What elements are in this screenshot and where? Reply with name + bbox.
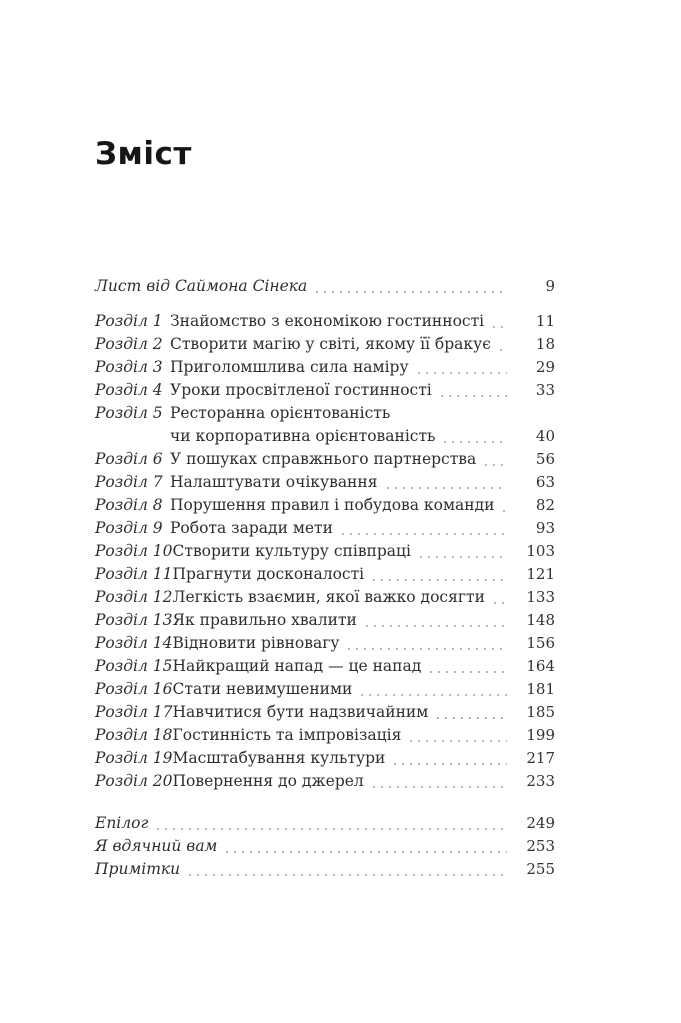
page-number: 103	[526, 542, 555, 560]
entry-label: Розділ 15	[95, 657, 173, 675]
page-number: 185	[526, 703, 555, 721]
page-number: 121	[526, 565, 555, 583]
dotted-leader	[444, 441, 507, 443]
entry-title: Ресторанна орієнтованість	[170, 404, 391, 422]
page-number: 33	[535, 381, 555, 399]
entry-title: Епілог	[95, 814, 149, 832]
dotted-leader	[361, 694, 507, 696]
entry-label: Розділ 10	[95, 542, 173, 560]
page-number: 164	[526, 657, 555, 675]
entry-label: Розділ 2	[95, 335, 163, 353]
toc-entry	[95, 379, 555, 402]
dotted-leader	[494, 602, 507, 604]
page-title: Зміст	[95, 136, 192, 172]
entry-label: Розділ 9	[95, 519, 163, 537]
dotted-leader	[373, 579, 507, 581]
page-number: 29	[535, 358, 555, 376]
entry-label: Розділ 16	[95, 680, 173, 698]
page-number: 63	[535, 473, 555, 491]
entry-title: Найкращий напад — це напад	[172, 657, 422, 675]
entry-title: Як правильно хвалити	[172, 611, 357, 629]
entry-title: Приголомшлива сила наміру	[170, 358, 409, 376]
toc-entry	[95, 494, 555, 517]
page-number: 133	[526, 588, 555, 606]
page-number: 11	[535, 312, 555, 330]
entry-title: Масштабування культури	[172, 749, 386, 767]
entry-label: Розділ 13	[95, 611, 173, 629]
dotted-leader	[430, 671, 507, 673]
entry-title: Створити магію у світі, якому її бракує	[170, 335, 491, 353]
toc-entry	[95, 448, 555, 471]
entry-title: Уроки просвітленої гостинності	[170, 381, 432, 399]
toc-entry	[95, 812, 555, 835]
page-number: 249	[526, 814, 555, 832]
entry-title: Робота заради мети	[170, 519, 333, 537]
page-number: 18	[535, 335, 555, 353]
entry-label: Розділ 8	[95, 496, 163, 514]
entry-title: чи корпоративна орієнтованість	[170, 427, 436, 445]
toc-entry	[95, 275, 555, 298]
page-number: 56	[535, 450, 555, 468]
toc-entry	[95, 310, 555, 333]
back-matter-block	[95, 812, 555, 881]
dotted-leader	[410, 740, 507, 742]
dotted-leader	[420, 556, 507, 558]
entry-label: Розділ 12	[95, 588, 173, 606]
dotted-leader	[342, 533, 507, 535]
entry-title: Стати невимушеними	[172, 680, 353, 698]
toc-entry	[95, 517, 555, 540]
dotted-leader	[189, 874, 507, 876]
toc-entry	[95, 858, 555, 881]
toc-entry	[95, 835, 555, 858]
toc-entry	[95, 678, 555, 701]
toc-entry	[95, 655, 555, 678]
entry-title: Примітки	[95, 860, 181, 878]
chapters-block	[95, 310, 555, 793]
dotted-leader	[348, 648, 507, 650]
dotted-leader	[437, 717, 507, 719]
entry-label: Розділ 4	[95, 381, 163, 399]
entry-label: Розділ 6	[95, 450, 163, 468]
page-number: 156	[526, 634, 555, 652]
dotted-leader	[394, 763, 507, 765]
entry-title: Я вдячний вам	[95, 837, 218, 855]
toc-entry	[95, 632, 555, 655]
dotted-leader	[366, 625, 507, 627]
entry-label: Розділ 7	[95, 473, 163, 491]
dotted-leader	[157, 828, 507, 830]
page-number: 199	[526, 726, 555, 744]
entry-label: Розділ 5	[95, 404, 163, 422]
toc-entry	[95, 563, 555, 586]
page-number: 9	[545, 277, 555, 295]
page-number: 217	[526, 749, 555, 767]
toc-entry	[95, 770, 555, 793]
toc-entry	[95, 333, 555, 356]
toc-entry	[95, 356, 555, 379]
dotted-leader	[503, 510, 507, 512]
entry-label: Розділ 18	[95, 726, 173, 744]
entry-title: Відновити рівновагу	[172, 634, 340, 652]
table-of-contents	[95, 275, 555, 881]
entry-title: У пошуках справжнього партнерства	[170, 450, 477, 468]
dotted-leader	[441, 395, 507, 397]
entry-title: Легкість взаємин, якої важко досягти	[172, 588, 485, 606]
dotted-leader	[226, 851, 507, 853]
dotted-leader	[387, 487, 507, 489]
entry-title: Налаштувати очікування	[170, 473, 378, 491]
toc-entry-continuation	[95, 425, 555, 448]
entry-title: Лист від Саймона Сінека	[95, 277, 308, 295]
entry-title: Порушення правил і побудова команди	[170, 496, 495, 514]
page-number: 255	[526, 860, 555, 878]
entry-title: Знайомство з економікою гостинності	[170, 312, 485, 330]
page-number: 181	[526, 680, 555, 698]
entry-label: Розділ 1	[95, 312, 163, 330]
entry-title: Повернення до джерел	[172, 772, 364, 790]
toc-entry	[95, 540, 555, 563]
toc-entry	[95, 701, 555, 724]
page-number: 233	[526, 772, 555, 790]
page-number: 148	[526, 611, 555, 629]
toc-entry	[95, 724, 555, 747]
toc-entry	[95, 471, 555, 494]
entry-label: Розділ 14	[95, 634, 173, 652]
dotted-leader	[493, 326, 507, 328]
page-number: 82	[535, 496, 555, 514]
toc-entry	[95, 586, 555, 609]
front-matter-block	[95, 275, 555, 298]
entry-label: Розділ 19	[95, 749, 173, 767]
page-number: 253	[526, 837, 555, 855]
page-number: 40	[535, 427, 555, 445]
dotted-leader	[373, 786, 507, 788]
toc-entry	[95, 402, 555, 425]
dotted-leader	[316, 291, 507, 293]
toc-entry	[95, 747, 555, 770]
entry-label: Розділ 11	[95, 565, 173, 583]
entry-label: Розділ 17	[95, 703, 173, 721]
dotted-leader	[500, 349, 507, 351]
page-number: 93	[535, 519, 555, 537]
entry-title: Навчитися бути надзвичайним	[172, 703, 429, 721]
entry-label: Розділ 20	[95, 772, 173, 790]
dotted-leader	[485, 464, 507, 466]
entry-title: Гостинність та імпровізація	[172, 726, 402, 744]
toc-entry	[95, 609, 555, 632]
entry-title: Створити культуру співпраці	[172, 542, 411, 560]
dotted-leader	[418, 372, 507, 374]
entry-title: Прагнути досконалості	[172, 565, 365, 583]
entry-label: Розділ 3	[95, 358, 163, 376]
